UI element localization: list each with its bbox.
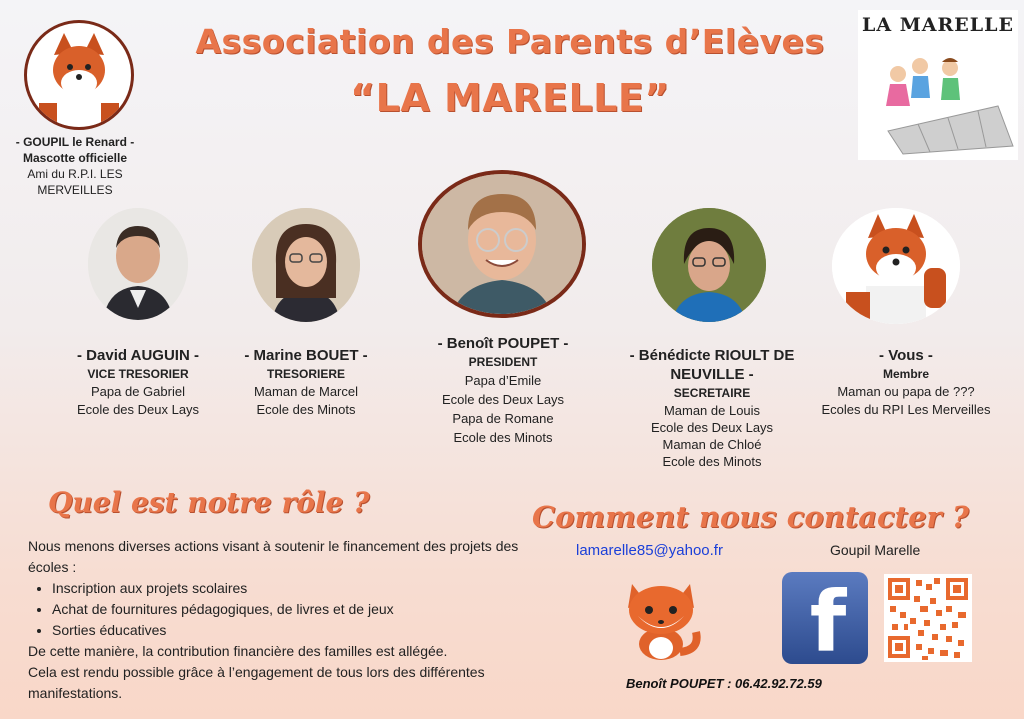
member-line: Ecole des Deux Lays: [650, 420, 774, 435]
member-vous: [800, 346, 1012, 419]
member-role: Membre: [882, 367, 929, 381]
list-item: • Sorties éducatives: [52, 620, 528, 641]
marine-photo: [252, 208, 360, 322]
member-line: Ecole des Deux Lays: [76, 402, 200, 417]
hopscotch-kids-illustration: [858, 36, 1018, 156]
member-line: Maman de Chloé: [662, 437, 762, 452]
vous-photo: [832, 208, 960, 324]
member-role: VICE TRESORIER: [87, 367, 189, 381]
mascot-name: - GOUPIL le Renard -: [15, 135, 135, 149]
logo-text: LA MARELLE: [862, 14, 1014, 36]
member-line: Ecole des Deux Lays: [441, 392, 565, 407]
facebook-f-glyph: f: [809, 573, 847, 664]
mascot-avatar: [24, 20, 134, 130]
member-line: Ecole des Minots: [256, 402, 356, 417]
member-marine: [220, 346, 392, 419]
member-name: - David AUGUIN -: [77, 347, 199, 364]
benedicte-photo: [652, 208, 766, 322]
fox-mascot-icon: [29, 25, 129, 125]
member-name: NEUVILLE -: [670, 366, 754, 383]
member-name: - Vous -: [879, 347, 933, 364]
role-paragraph: Cela est rendu possible grâce à l’engagement de tous lors des différentes manifestations.: [28, 664, 485, 701]
mascot-caption: [5, 134, 145, 198]
role-title: Quel est notre rôle ?: [48, 486, 370, 519]
member-benedicte: [612, 346, 812, 470]
role-list: [28, 578, 528, 641]
mascot-title: Mascotte officielle: [22, 151, 128, 165]
la-marelle-logo: [858, 10, 1018, 160]
fox-cartoon-icon: [618, 572, 704, 664]
mascot-line: MERVEILLES: [37, 183, 113, 197]
qr-code[interactable]: [884, 574, 972, 662]
person-avatar-icon: [652, 208, 766, 322]
member-benoit: [408, 334, 598, 447]
person-avatar-icon: [88, 208, 188, 320]
person-avatar-icon: [422, 174, 582, 314]
page-subtitle: “LA MARELLE”: [350, 76, 670, 120]
member-line: Maman de Louis: [663, 403, 761, 418]
list-item: • Achat de fournitures pédagogiques, de livres et de jeux: [52, 599, 528, 620]
fox-mascot-icon: [832, 208, 960, 324]
member-name: - Marine BOUET -: [244, 347, 368, 364]
member-line: Papa d’Emile: [464, 373, 542, 388]
member-line: Maman ou papa de ???: [837, 384, 975, 399]
member-david: [48, 346, 228, 419]
contact-title: Comment nous contacter ?: [532, 500, 969, 534]
member-name: - Bénédicte RIOULT DE: [629, 347, 795, 364]
facebook-icon[interactable]: [782, 572, 868, 664]
member-role: TRESORIERE: [266, 367, 345, 381]
email-link[interactable]: lamarelle85@yahoo.fr: [576, 542, 723, 559]
member-role: PRESIDENT: [468, 355, 538, 369]
member-line: Ecoles du RPI Les Merveilles: [821, 402, 991, 417]
facebook-name: Goupil Marelle: [830, 542, 921, 558]
list-item: • Inscription aux projets scolaires: [52, 578, 528, 599]
role-description: [28, 536, 528, 704]
person-avatar-icon: [252, 208, 360, 322]
david-photo: [88, 208, 188, 320]
role-intro: Nous menons diverses actions visant à soutenir le financement des projets des écoles :: [28, 538, 519, 575]
member-role: SECRETAIRE: [673, 386, 751, 400]
member-line: Maman de Marcel: [253, 384, 359, 399]
member-line: Papa de Gabriel: [91, 384, 185, 399]
member-line: Ecole des Minots: [662, 454, 762, 469]
mascot-line: Ami du R.P.I. LES: [27, 167, 123, 181]
page-title: Association des Parents d’Elèves: [195, 22, 825, 61]
benoit-photo: [418, 170, 586, 318]
member-line: Ecole des Minots: [453, 430, 553, 445]
phone-number: Benoît POUPET : 06.42.92.72.59: [626, 676, 822, 691]
member-line: Papa de Romane: [452, 411, 554, 426]
role-paragraph: De cette manière, la contribution financière des familles est allégée.: [28, 643, 448, 659]
qr-code-icon: [884, 574, 972, 662]
fox-icon: [618, 572, 704, 664]
member-name: - Benoît POUPET -: [437, 335, 569, 352]
